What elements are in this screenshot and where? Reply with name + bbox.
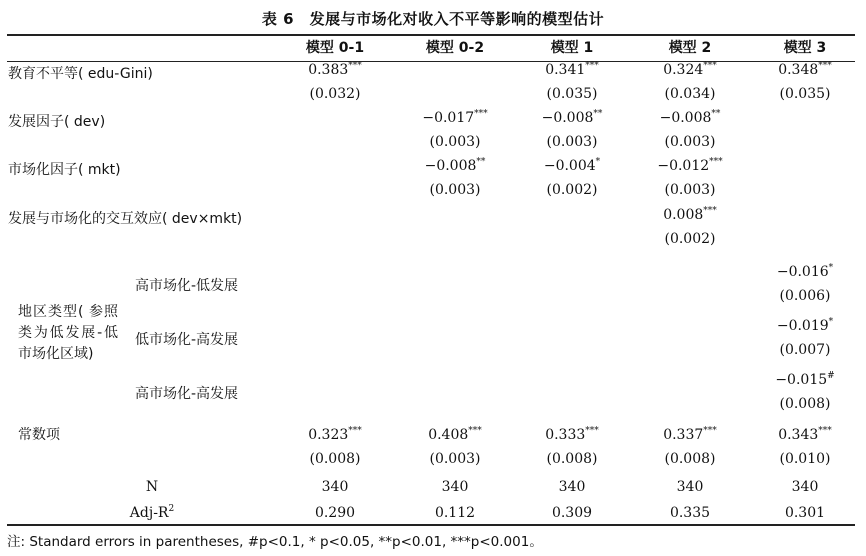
coefficient: −0.008** [541, 109, 603, 126]
standard-error: (0.008) [546, 451, 598, 467]
coefficient: 0.343*** [778, 426, 832, 443]
row-label: 市场化因子( mkt) [8, 162, 121, 178]
row-label: Adj-$R^2$ [129, 504, 175, 521]
column-header: 模型 3 [783, 40, 827, 56]
significance-stars: *** [348, 61, 362, 71]
coefficient: −0.008** [424, 157, 486, 174]
coefficient: 0.383*** [308, 61, 362, 78]
column-header: 模型 1 [550, 40, 594, 56]
coefficient: −0.004* [543, 157, 601, 174]
bottom-rule [7, 524, 855, 526]
column-header: 模型 0-2 [425, 40, 485, 56]
significance-stars: * [595, 157, 601, 167]
significance-stars: *** [818, 426, 832, 436]
standard-error: (0.003) [664, 134, 716, 150]
standard-error: (0.007) [779, 342, 831, 358]
significance-stars: *** [703, 61, 717, 71]
region-item-label: 低市场化-高发展 [135, 332, 239, 348]
standard-error: (0.010) [779, 451, 831, 467]
region-type-label: 地区类型( 参照类为低发展-低市场化区域) [18, 304, 118, 362]
significance-stars: *** [474, 109, 488, 119]
coefficient: 0.337*** [663, 426, 717, 443]
table-note: 注: Standard errors in parentheses, #p<0.1, * p<0.05, **p<0.01, ***p<0.001。 [7, 534, 543, 550]
region-item-label: 高市场化-高发展 [135, 386, 239, 402]
standard-error: (0.032) [309, 86, 361, 102]
significance-stars: *** [348, 426, 362, 436]
standard-error: (0.008) [779, 396, 831, 412]
significance-stars: ** [476, 157, 486, 167]
row-label: 教育不平等( edu-Gini) [8, 66, 153, 82]
adj-r2-value: 0.290 [314, 505, 356, 521]
adj-r2-value: 0.335 [669, 505, 711, 521]
standard-error: (0.002) [664, 231, 716, 247]
standard-error: (0.002) [546, 182, 598, 198]
row-label: 发展与市场化的交互效应( dev×mkt) [8, 211, 243, 227]
coefficient: 0.333*** [545, 426, 599, 443]
n-value: 340 [791, 479, 819, 495]
n-value: 340 [558, 479, 586, 495]
coefficient: 0.341*** [545, 61, 599, 78]
row-label: N [145, 479, 159, 495]
superscript: 2 [168, 504, 175, 514]
standard-error: (0.008) [309, 451, 361, 467]
standard-error: (0.008) [664, 451, 716, 467]
significance-stars: *** [703, 206, 717, 216]
adj-r2-value: 0.112 [434, 505, 476, 521]
row-label: 常数项 [18, 427, 60, 443]
table-caption: 表 6 发展与市场化对收入不平等影响的模型估计 [261, 10, 605, 28]
standard-error: (0.003) [546, 134, 598, 150]
coefficient: −0.016* [776, 263, 834, 280]
coefficient: −0.015# [775, 371, 835, 388]
coefficient: 0.323*** [308, 426, 362, 443]
standard-error: (0.034) [664, 86, 716, 102]
standard-error: (0.003) [664, 182, 716, 198]
standard-error: (0.035) [546, 86, 598, 102]
significance-stars: *** [468, 426, 482, 436]
coefficient: 0.408*** [428, 426, 482, 443]
region-item-label: 高市场化-低发展 [135, 278, 239, 294]
coefficient: −0.012*** [657, 157, 723, 174]
n-value: 340 [321, 479, 349, 495]
standard-error: (0.003) [429, 182, 481, 198]
coefficient: −0.008** [659, 109, 721, 126]
significance-stars: *** [818, 61, 832, 71]
coefficient: 0.008*** [663, 206, 717, 223]
coefficient: 0.324*** [663, 61, 717, 78]
significance-stars: * [828, 263, 834, 273]
significance-stars: *** [585, 426, 599, 436]
standard-error: (0.035) [779, 86, 831, 102]
standard-error: (0.003) [429, 451, 481, 467]
row-label: 发展因子( dev) [8, 114, 106, 130]
significance-stars: ** [711, 109, 721, 119]
column-header: 模型 2 [668, 40, 712, 56]
adj-r2-value: 0.301 [784, 505, 826, 521]
significance-stars: *** [709, 157, 723, 167]
standard-error: (0.003) [429, 134, 481, 150]
coefficient: 0.348*** [778, 61, 832, 78]
significance-stars: *** [703, 426, 717, 436]
top-rule [7, 34, 855, 36]
adj-r2-value: 0.309 [551, 505, 593, 521]
column-header: 模型 0-1 [305, 40, 365, 56]
significance-stars: ** [593, 109, 603, 119]
significance-stars: *** [585, 61, 599, 71]
significance-stars: # [827, 371, 835, 381]
standard-error: (0.006) [779, 288, 831, 304]
n-value: 340 [441, 479, 469, 495]
header-rule [7, 61, 855, 62]
coefficient: −0.017*** [422, 109, 488, 126]
n-value: 340 [676, 479, 704, 495]
significance-stars: * [828, 317, 834, 327]
coefficient: −0.019* [776, 317, 834, 334]
